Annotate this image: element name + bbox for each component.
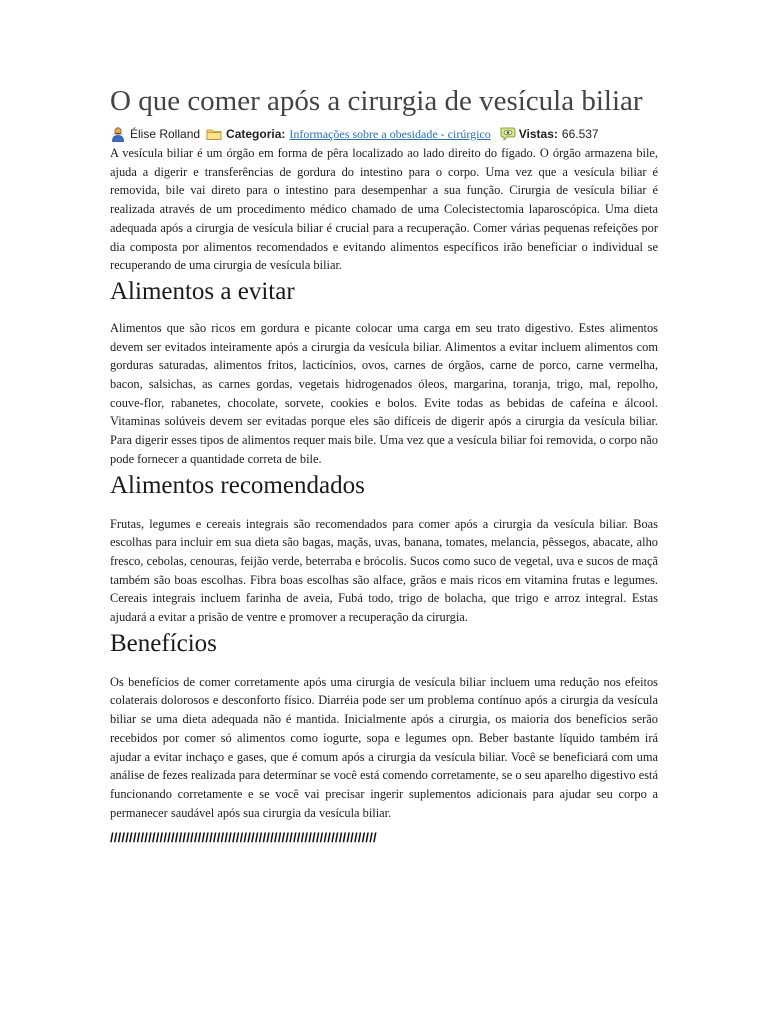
section-heading-benefits: Benefícios	[110, 629, 217, 657]
separator-line: //////////////////////////////////////////////////////////////////////	[110, 830, 377, 846]
eye-speech-icon	[499, 126, 515, 142]
category-label: Categoria:	[226, 127, 286, 141]
section-text-recommended: Frutas, legumes e cereais integrais são recomendados para comer após a cirurgia da vesícula biliar. Boas escolhas para incluir em sua dieta são bagas, maçãs, uvas, banana, tomates, melancia, pêssegos, abacate, alho fresco, cebolas, cenouras, feijão verde, beterraba e brócolis. Sucos como suco de vegetal, uva e sucos de maçã também são boas escolhas. Fibra boas escolhas são alface, grãos e mais ricos em vitamina frutas e legumes. Cereais integrais incluem farinha de aveia, Fubá todo, trigo de bolacha, que trigo e arroz integral. Estas ajudará a evitar a prisão de ventre e promover a recuperação da cirurgia.	[110, 516, 658, 625]
section-heading-avoid: Alimentos a evitar	[110, 277, 295, 305]
section-text-benefits: Os benefícios de comer corretamente após uma cirurgia de vesícula biliar incluem uma redução nos efeitos colaterais dolorosos e desconforto físico. Diarréia pode ser um problema contínuo após a cirurgia da vesícula biliar se uma dieta adequada não é mantida. Inicialmente após a cirurgia, os maioria dos benefícios serão recebidos por comer só alimentos como iogurte, sopa e legumes opn. Beber bastante líquido também irá ajudar a evitar inchaço e gases, que é comum após a cirurgia da vesícula biliar. Você se beneficiará com uma análise de fezes realizada para determinar se você está comendo corretamente, se o seu aparelho digestivo está funcionando corretamente e se você vai precisar ingerir suplementos adicionais para ajudar seu corpo a permanecer saudável após sua cirurgia da vesícula biliar.	[110, 674, 658, 820]
category-link[interactable]: Informações sobre a obesidade - cirúrgico	[289, 126, 491, 141]
views-count: 66.537	[561, 127, 599, 141]
views-label: Vistas:	[518, 127, 558, 141]
page-title: O que comer após a cirurgia de vesícula biliar	[110, 85, 643, 117]
user-icon	[110, 126, 126, 142]
author-name: Élise Rolland	[130, 127, 201, 141]
section-text-avoid: Alimentos que são ricos em gordura e picante colocar uma carga em seu trato digestivo. Estes alimentos devem ser evitados inteiramente após a cirurgia da vesícula biliar. Alimentos a evitar incluem alimentos com gorduras saturadas, alimentos fritos, lacticínios, ovos, carnes de órgãos, carne de porco, carne vermelha, bacon, salsichas, as carnes gordas, vegetais hidrogenados óleos, margarina, toranja, trigo, mal, repolho, couve-flor, rabanetes, chocolate, sorvete, cookies e bolos. Evite todas as bebidas de cafeína e álcool. Vitaminas solúveis devem ser evitadas porque eles são difíceis de digerir após a cirurgia da vesícula biliar. Para digerir esses tipos de alimentos requer mais bile. Uma vez que a vesícula biliar foi removida, o corpo não pode fornecer a quantidade correta de bile.	[110, 320, 658, 466]
folder-icon	[206, 126, 222, 142]
article-meta	[110, 124, 658, 144]
intro-paragraph: A vesícula biliar é um órgão em forma de pêra localizado ao lado direito do fígado. O órgão armazena bile, ajuda a digerir e transferências de gordura do intestino para o corpo. Uma vez que a vesícula biliar é removida, bile vai direto para o intestino para desempenhar a sua função. Cirurgia de vesícula biliar é realizada através de um procedimento médico chamado de uma Colecistectomia laparoscópica. Uma dieta adequada após a cirurgia de vesícula biliar é crucial para a recuperação. Comer várias pequenas refeições por dia composta por alimentos recomendados e evitando alimentos específicos irão beneficiar o individual se recuperando de uma cirurgia de vesícula biliar.	[110, 146, 658, 273]
section-heading-recommended: Alimentos recomendados	[110, 471, 365, 499]
